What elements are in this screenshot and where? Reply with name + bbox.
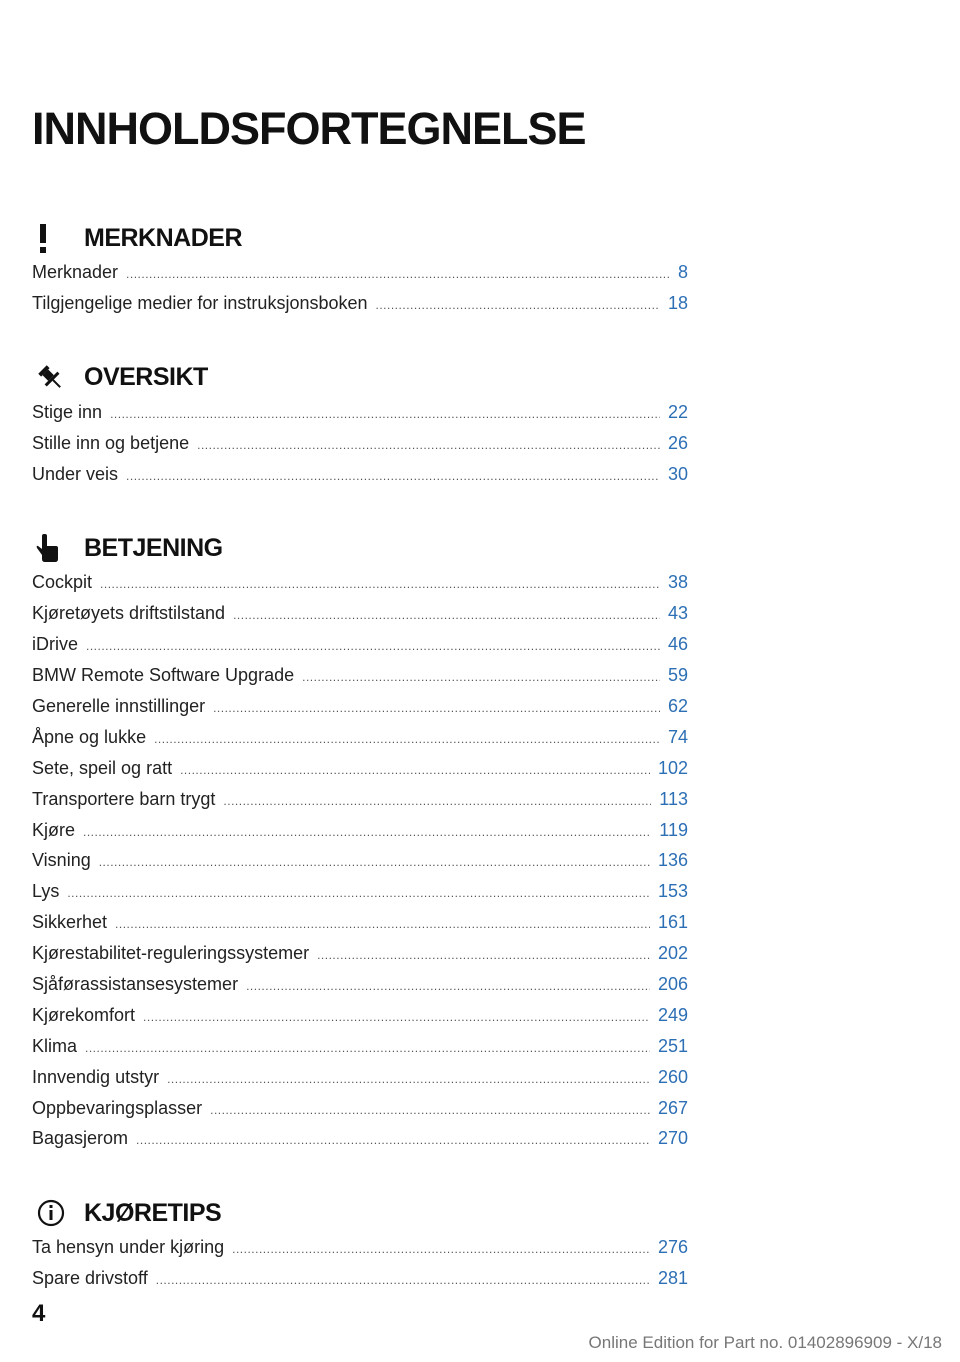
toc-entry-label: Åpne og lukke (32, 726, 147, 747)
toc-entry[interactable] (32, 665, 688, 696)
toc-page-link[interactable]: 62 (667, 696, 688, 717)
toc-page-link[interactable]: 59 (667, 665, 688, 686)
dot-leader (376, 298, 660, 312)
toc-entry-label: Sjåførassistansesystemer (32, 974, 239, 995)
toc-entry[interactable] (32, 634, 688, 665)
toc-page-link[interactable]: 276 (657, 1237, 688, 1258)
toc-entry[interactable] (32, 943, 688, 974)
dot-leader (86, 639, 660, 653)
toc-page-link[interactable]: 46 (667, 634, 688, 655)
toc-entry[interactable] (32, 1067, 688, 1098)
toc-entry[interactable] (32, 974, 688, 1005)
toc-entry-label: Kjørestabilitet-reguleringssystemer (32, 943, 310, 964)
dot-leader (126, 469, 660, 483)
toc-entry[interactable] (32, 727, 688, 758)
toc-page-link[interactable]: 281 (657, 1268, 688, 1289)
toc-entry[interactable] (32, 1036, 688, 1067)
dot-leader (143, 1010, 650, 1024)
toc-page-link[interactable]: 161 (657, 912, 688, 933)
toc-entry-label: Merknader (32, 262, 119, 282)
toc-page-link[interactable]: 206 (657, 974, 688, 995)
dot-leader (156, 1273, 650, 1287)
toc-entry[interactable] (32, 696, 688, 727)
dot-leader (126, 267, 670, 281)
toc-page-link[interactable]: 136 (657, 850, 688, 871)
section-heading (32, 1189, 688, 1237)
toc-page-link[interactable]: 251 (657, 1035, 688, 1056)
dot-leader (136, 1133, 650, 1147)
toc-entry-label: Transportere barn trygt (32, 788, 216, 809)
toc-entry-label: Oppbevaringsplasser (32, 1097, 203, 1118)
toc-page-link[interactable]: 153 (657, 881, 688, 902)
toc-entry[interactable] (32, 1237, 688, 1268)
toc-entry[interactable] (32, 1268, 688, 1299)
dot-leader (180, 763, 650, 777)
dot-leader (154, 732, 660, 746)
toc-page-link[interactable]: 18 (667, 292, 688, 313)
dot-leader (213, 701, 660, 715)
toc-entry-label: Visning (32, 850, 91, 871)
pointing-hand-icon (36, 528, 76, 568)
toc-entry-label: iDrive (32, 634, 79, 655)
exclamation-icon (36, 218, 76, 258)
toc-entry-label: Bagasjerom (32, 1128, 129, 1149)
toc-entry[interactable] (32, 850, 688, 881)
toc-page-link[interactable]: 30 (667, 463, 688, 484)
toc-entry[interactable] (32, 1005, 688, 1036)
section-title: OVERSIKT (84, 363, 208, 392)
toc-entry[interactable] (32, 881, 688, 912)
toc-entry-label: Sikkerhet (32, 912, 108, 933)
toc-page-link[interactable]: 113 (659, 788, 688, 809)
info-circle-icon (36, 1193, 76, 1233)
section-heading (32, 354, 688, 402)
toc-entry-label: Sete, speil og ratt (32, 757, 173, 778)
toc-page-link[interactable]: 26 (667, 432, 688, 453)
toc-entry-label: BMW Remote Software Upgrade (32, 665, 295, 686)
page-number: 4 (32, 1300, 46, 1327)
dot-leader (223, 794, 651, 808)
section-heading (32, 214, 688, 262)
toc-page-link[interactable]: 119 (659, 819, 688, 840)
dot-leader (317, 948, 650, 962)
toc-page-link[interactable]: 267 (657, 1097, 688, 1118)
toc-entry[interactable] (32, 789, 688, 820)
toc-page-link[interactable]: 74 (667, 726, 688, 747)
toc-entry-label: Generelle innstillinger (32, 696, 206, 717)
section-title: BETJENING (84, 533, 223, 562)
dot-leader (83, 825, 651, 839)
toc-entry-label: Under veis (32, 463, 119, 484)
page-title: INNHOLDSFORTEGNELSE (32, 103, 586, 154)
toc-entry-label: Stille inn og betjene (32, 432, 190, 453)
dot-leader (115, 917, 650, 931)
toc-page-link[interactable]: 102 (657, 757, 688, 778)
edition-footer: Online Edition for Part no. 01402896909 - X/18 (588, 1333, 942, 1352)
toc-page-link[interactable]: 22 (667, 401, 688, 422)
dot-leader (232, 1242, 650, 1256)
toc-entry[interactable] (32, 464, 688, 495)
toc-entry[interactable] (32, 603, 688, 634)
section-title: KJØRETIPS (84, 1198, 222, 1227)
dot-leader (302, 670, 660, 684)
toc-entry[interactable] (32, 572, 688, 603)
toc-entry-label: Cockpit (32, 572, 93, 593)
toc-entry-label: Tilgjengelige medier for instruksjonsboken (32, 292, 368, 313)
toc-entry[interactable] (32, 758, 688, 789)
toc-page-link[interactable]: 8 (677, 262, 688, 282)
toc-entry[interactable] (32, 402, 688, 433)
toc-entry[interactable] (32, 433, 688, 464)
toc-page-link[interactable]: 270 (657, 1128, 688, 1149)
toc-entry[interactable] (32, 1128, 688, 1159)
toc-page-link[interactable]: 260 (657, 1066, 688, 1087)
toc-page-link[interactable]: 38 (667, 572, 688, 593)
toc-entry[interactable] (32, 293, 688, 324)
toc-page-link[interactable]: 249 (657, 1004, 688, 1025)
toc-entry-label: Kjørekomfort (32, 1004, 136, 1025)
dot-leader (167, 1072, 650, 1086)
toc-page-link[interactable]: 202 (657, 943, 688, 964)
toc-entry-label: Kjøretøyets driftstilstand (32, 603, 226, 624)
toc-entry[interactable] (32, 262, 688, 293)
dot-leader (85, 1041, 650, 1055)
toc-entry-label: Spare drivstoff (32, 1268, 148, 1289)
toc-entry[interactable] (32, 912, 688, 943)
toc-entry-label: Kjøre (32, 819, 76, 840)
dot-leader (246, 979, 650, 993)
toc-entry-label: Klima (32, 1035, 78, 1056)
dot-leader (99, 855, 650, 869)
toc-entry[interactable] (32, 820, 688, 851)
dot-leader (67, 886, 650, 900)
dot-leader (210, 1103, 650, 1117)
dot-leader (100, 577, 660, 591)
dot-leader (197, 438, 660, 452)
section-heading (32, 524, 688, 572)
section-title: MERKNADER (84, 223, 242, 252)
dot-leader (233, 608, 660, 622)
toc-page-link[interactable]: 43 (667, 603, 688, 624)
toc-entry-label: Innvendig utstyr (32, 1066, 160, 1087)
toc-entry-label: Ta hensyn under kjøring (32, 1237, 225, 1258)
toc-entry-label: Stige inn (32, 401, 103, 422)
toc-entry[interactable] (32, 1098, 688, 1129)
dot-leader (110, 407, 660, 421)
toc-entry-label: Lys (32, 881, 60, 902)
pushpin-icon (36, 358, 76, 398)
table-of-contents (32, 210, 688, 1299)
